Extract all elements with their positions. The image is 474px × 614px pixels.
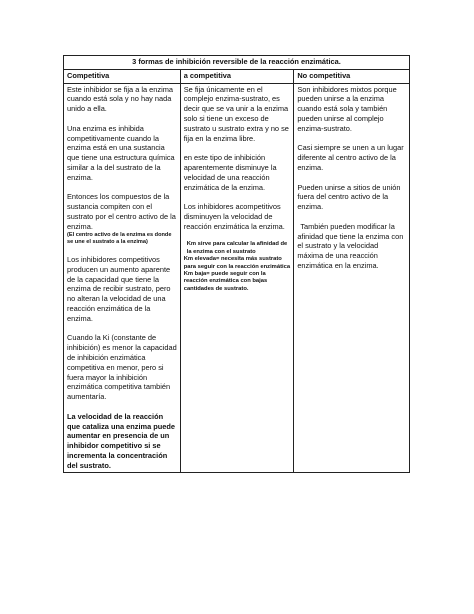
competitiva-paragraph-5: Cuando la Ki (constante de inhibición) es menor la capacidad de inhibición enzimática competitiva en menor, pero si fuera mayor la inhibición enzimática competitiva también aumentaría. xyxy=(67,333,177,402)
cell-acompetitiva xyxy=(180,83,294,473)
table-body-row xyxy=(64,83,410,473)
no-competitiva-paragraph-3: Pueden unirse a sitios de unión fuera del centro activo de la enzima. xyxy=(297,182,401,212)
table-title: 3 formas de inhibición reversible de la reacción enzimática. xyxy=(64,56,410,70)
competitiva-bold-paragraph: La velocidad de la reacción que cataliza una enzima puede aumentar en presencia de un inhibidor competitivo si se incrementa la concentración del sustrato. xyxy=(67,411,176,470)
cell-no-competitiva xyxy=(294,83,410,473)
acompetitiva-paragraph-3: Los inhibidores acompetitivos disminuyen la velocidad de reacción enzimática la enzima. xyxy=(183,202,285,231)
no-competitiva-paragraph-2: Casi siempre se unen a un lugar diferente al centro activo de la enzima. xyxy=(297,143,404,172)
table-title-row xyxy=(64,56,410,70)
km-notes xyxy=(184,241,291,293)
no-competitiva-paragraph-1: Son inhibidores mixtos porque pueden unirse a la enzima cuando está sola y también pueden unirse al complejo enzima-sustrato. xyxy=(297,84,397,133)
km-note-2: Km elevada= necesita más sustrato para seguir con la reacción enzimática xyxy=(183,256,291,270)
header-acompetitiva: a competitiva xyxy=(180,69,294,83)
header-competitiva: Competitiva xyxy=(64,69,181,83)
acompetitiva-paragraph-1: Se fija únicamente en el complejo enzima-sustrato, es decir que se va unir a la enzima solo si tiene un exceso de sustrato u sustrato extra y no se fija en la enzima libre. xyxy=(183,84,289,143)
acompetitiva-paragraph-2: en este tipo de inhibición aparentemente disminuye la velocidad de una reacción enzimática de la enzima. xyxy=(183,153,277,192)
km-note-3: Km baja= puede seguir con la reacción enzimática con bajas cantidades de sustrato. xyxy=(183,270,268,292)
competitiva-paragraph-3: Entonces los compuestos de la sustancia compiten con el sustrato por el centro activo de la enzima. xyxy=(67,192,176,231)
competitiva-paragraph-2: Una enzima es inhibida competitivamente cuando la enzima está en una sustancia que tiene una estructura química similar a la del sustrato de la enzima. xyxy=(67,123,175,182)
header-no-competitiva: No competitiva xyxy=(294,69,410,83)
table-header-row xyxy=(64,69,410,83)
competitiva-small-note: (El centro activo de la enzima es donde se une el sustrato a la enzima) xyxy=(67,231,172,245)
inhibition-table xyxy=(63,55,410,473)
competitiva-paragraph-4: Los inhibidores competitivos producen un aumento aparente de la capacidad que tiene la enzima de recibir sustrato, pero no alteran la velocidad de una reacción enzimática de la enzima. xyxy=(67,254,171,323)
km-note-1: Km sirve para calcular la afinidad de la enzima con el sustrato xyxy=(186,241,288,255)
cell-competitiva xyxy=(64,83,181,473)
competitiva-paragraph-1: Este inhibidor se fija a la enzima cuando está sola y no hay nada unido a ella. xyxy=(67,84,173,114)
no-competitiva-paragraph-4: También pueden modificar la afinidad que tiene la enzima con el sustrato y la velocidad máxima de una reacción enzimática en la enzima. xyxy=(297,221,404,270)
